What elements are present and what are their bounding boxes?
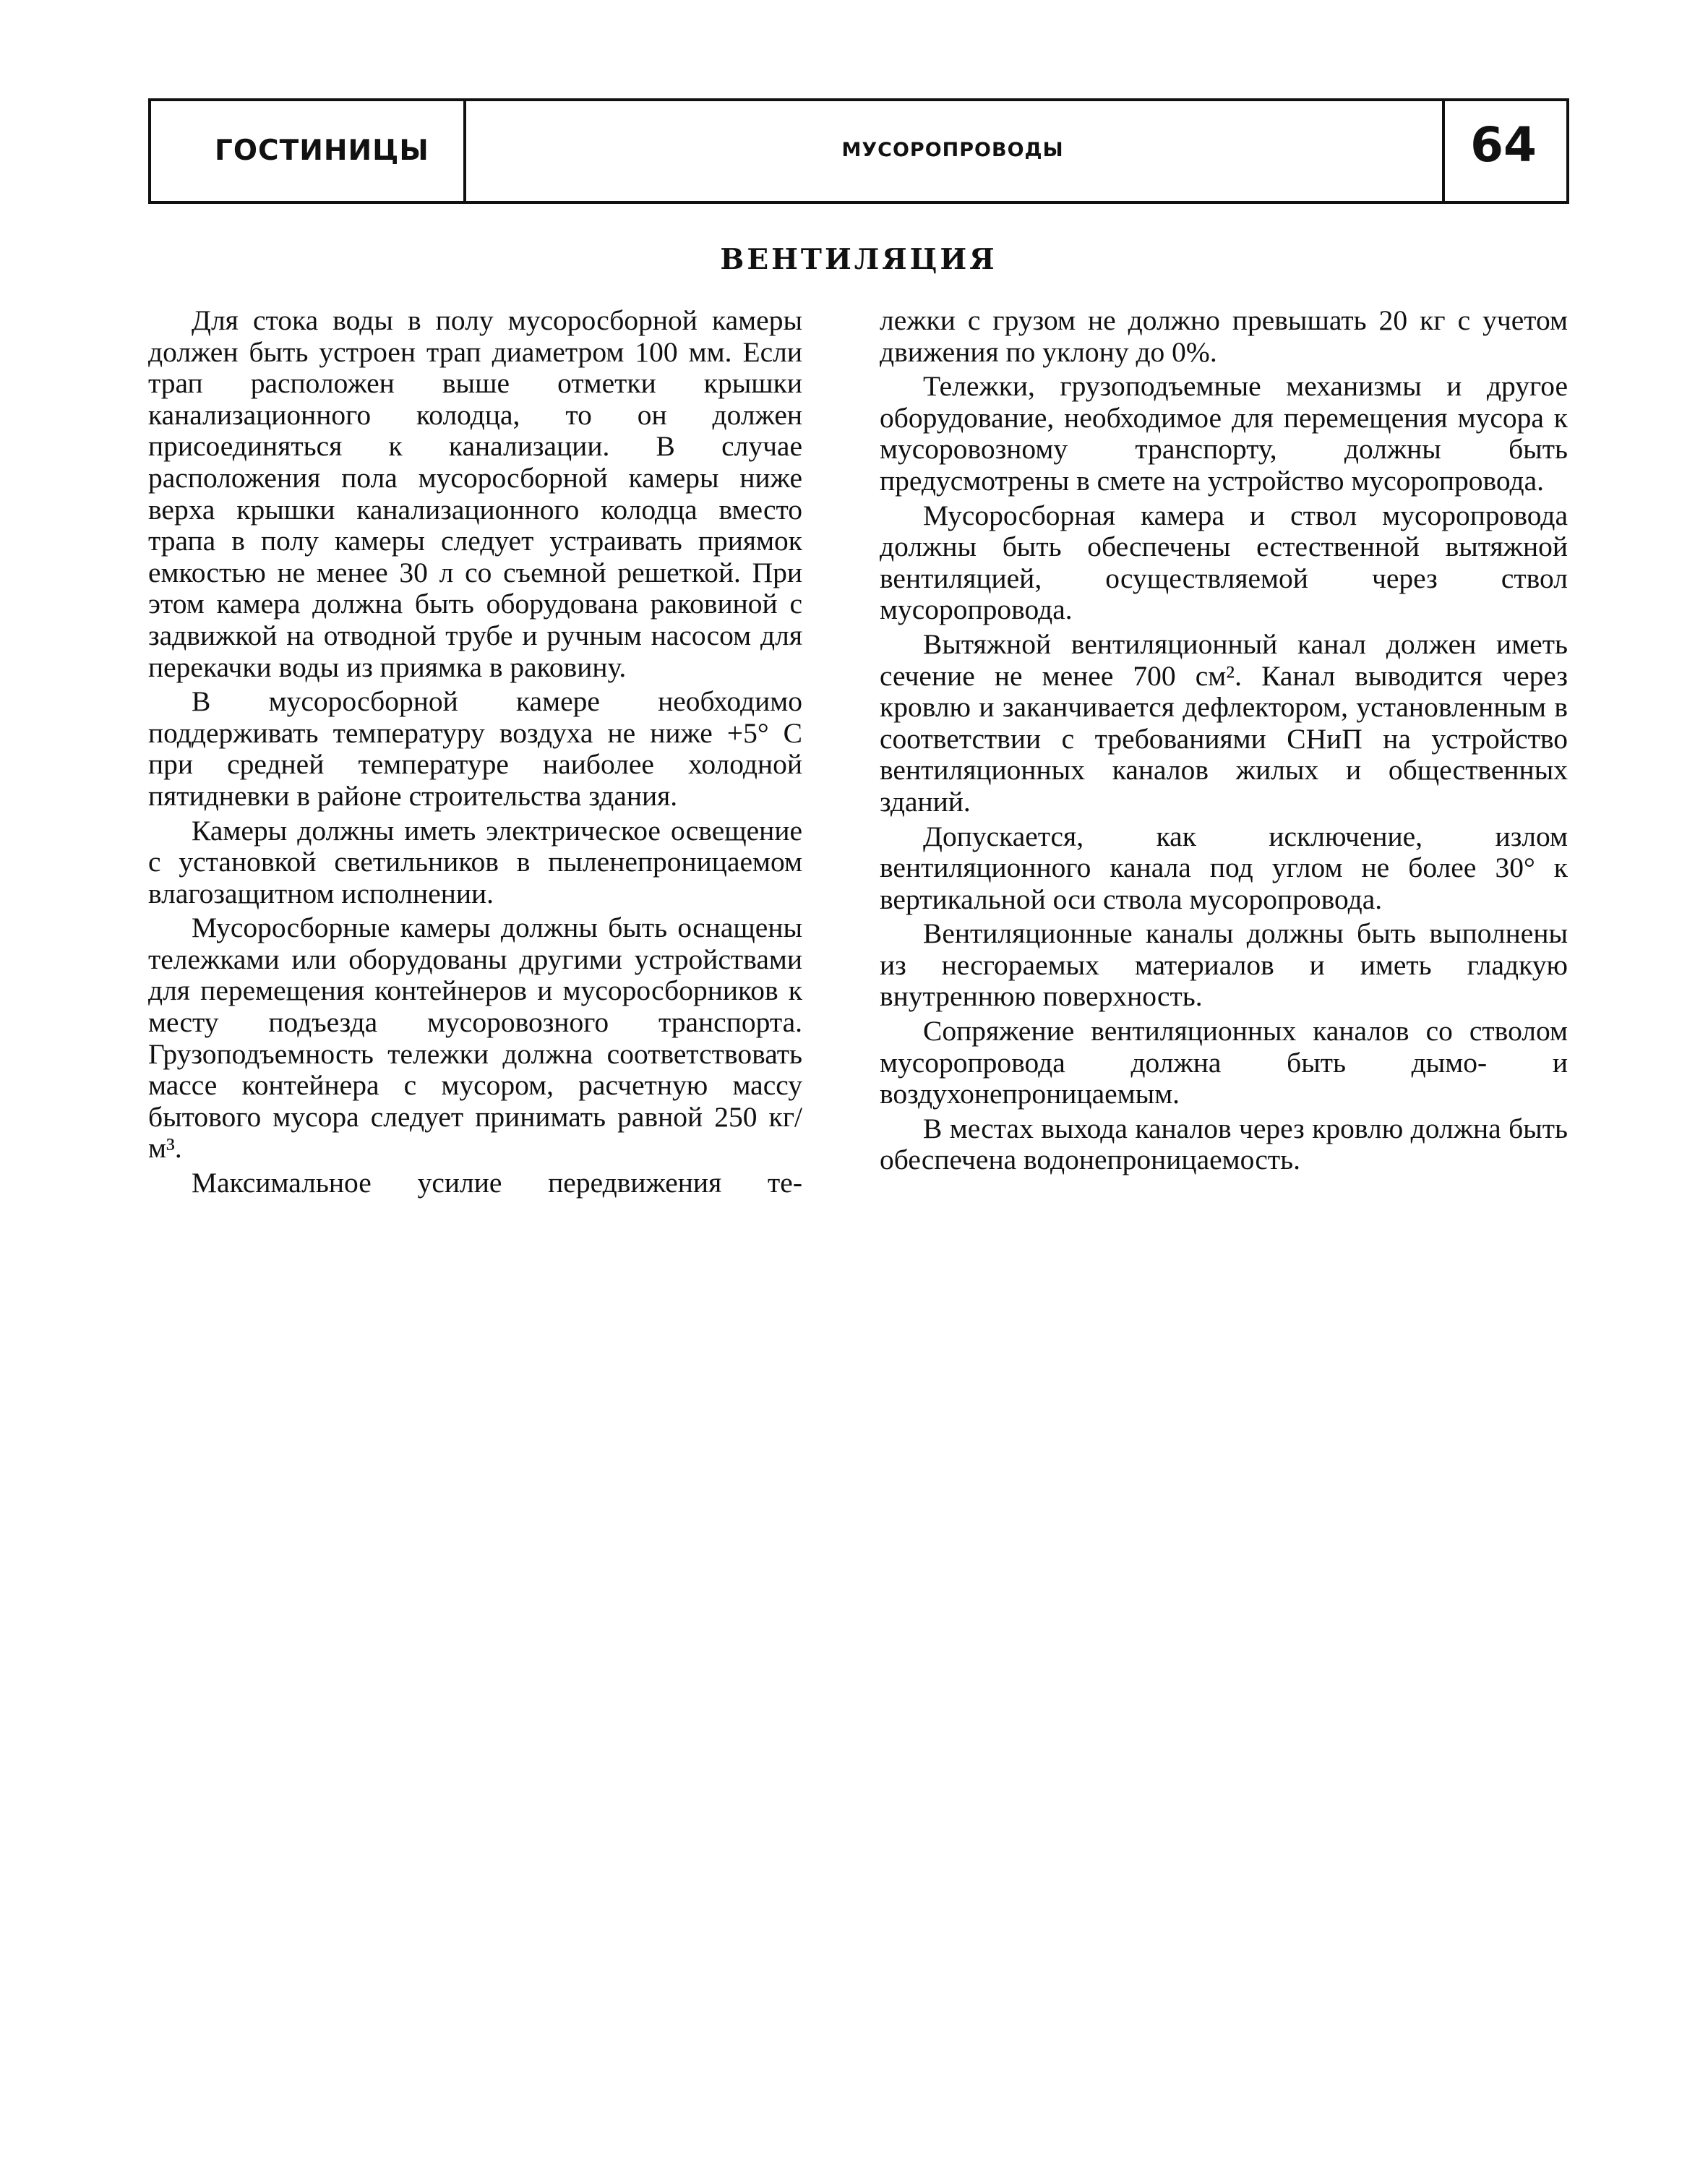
paragraph: Допускается, как исключение, излом вентиляционного канала под углом не более 30° к вертикальной оси ствола мусоропровода. <box>880 820 1568 915</box>
paragraph: Камеры должны иметь электрическое освещение с установкой светильников в пыленепроницаемом влагозащитном исполнении. <box>148 814 802 909</box>
header-section-name: ГОСТИНИЦЫ <box>215 134 429 167</box>
header-divider-right <box>1566 101 1569 201</box>
paragraph: Мусоросборная камера и ствол мусоропровода должны быть обеспечены естественной вытяжной вентиляцией, осуществляемой через ствол мусоропровода. <box>880 499 1568 626</box>
left-column <box>148 305 802 1202</box>
paragraph: Максимальное усилие передвижения те- <box>192 1167 802 1199</box>
page-number: 64 <box>1470 117 1537 173</box>
page-header <box>148 98 1569 204</box>
paragraph: В местах выхода каналов через кровлю должна быть обеспечена водонепроницаемость. <box>880 1112 1568 1176</box>
paragraph: Тележки, грузоподъемные механизмы и другое оборудование, необходимое для перемещения мусора к мусоровозному транспорту, должны быть предусмотрены в смете на устройство мусоропровода. <box>880 370 1568 497</box>
header-divider-left <box>148 101 151 201</box>
right-column <box>880 305 1568 1179</box>
paragraph: Мусоросборные камеры должны быть оснащены тележками или оборудованы другими устройствами для перемещения контейнеров и мусоросборников к месту подъезда мусоровозного транспорта. Грузоподъемность тележки должна соответствовать массе контейнера с мусором, расчетную массу бытового мусора следует принимать равной 250 кг/м³. <box>148 912 802 1165</box>
paragraph: Сопряжение вентиляционных каналов со стволом мусоропровода должна быть дымо- и воздухонепроницаемым. <box>880 1015 1568 1110</box>
paragraph: В мусоросборной камере необходимо поддерживать температуру воздуха не ниже +5° С при средней температуре наиболее холодной пятидневки в районе строительства здания. <box>148 685 802 812</box>
paragraph-continuation: лежки с грузом не должно превышать 20 кг с учетом движения по уклону до 0%. <box>880 304 1568 368</box>
header-topic: МУСОРОПРОВОДЫ <box>841 139 1064 161</box>
paragraph: Вытяжной вентиляционный канал должен иметь сечение не менее 700 см². Канал выводится через кровлю и заканчивается дефлектором, установленным в соответствии с требованиями СНиП на устройство вентиляционных каналов жилых и общественных зданий. <box>880 627 1568 818</box>
paragraph: Для стока воды в полу мусоросборной камеры должен быть устроен трап диаметром 100 мм. Если трап расположен выше отметки крышки канализационного колодца, то он должен присоединяться к канализации. В случае расположения пола мусоросборной камеры ниже верха крышки канализационного колодца вместо трапа в полу камеры следует устраивать приямок емкостью не менее 30 л со съемной решеткой. При этом камера должна быть оборудована раковиной с задвижкой на отводной трубе и ручным насосом для перекачки воды из приямка в раковину. <box>148 304 802 683</box>
paragraph: Вентиляционные каналы должны быть выполнены из несгораемых материалов и иметь гладкую внутреннюю поверхность. <box>880 917 1568 1013</box>
section-title: ВЕНТИЛЯЦИЯ <box>720 243 997 276</box>
header-divider <box>1442 101 1445 201</box>
